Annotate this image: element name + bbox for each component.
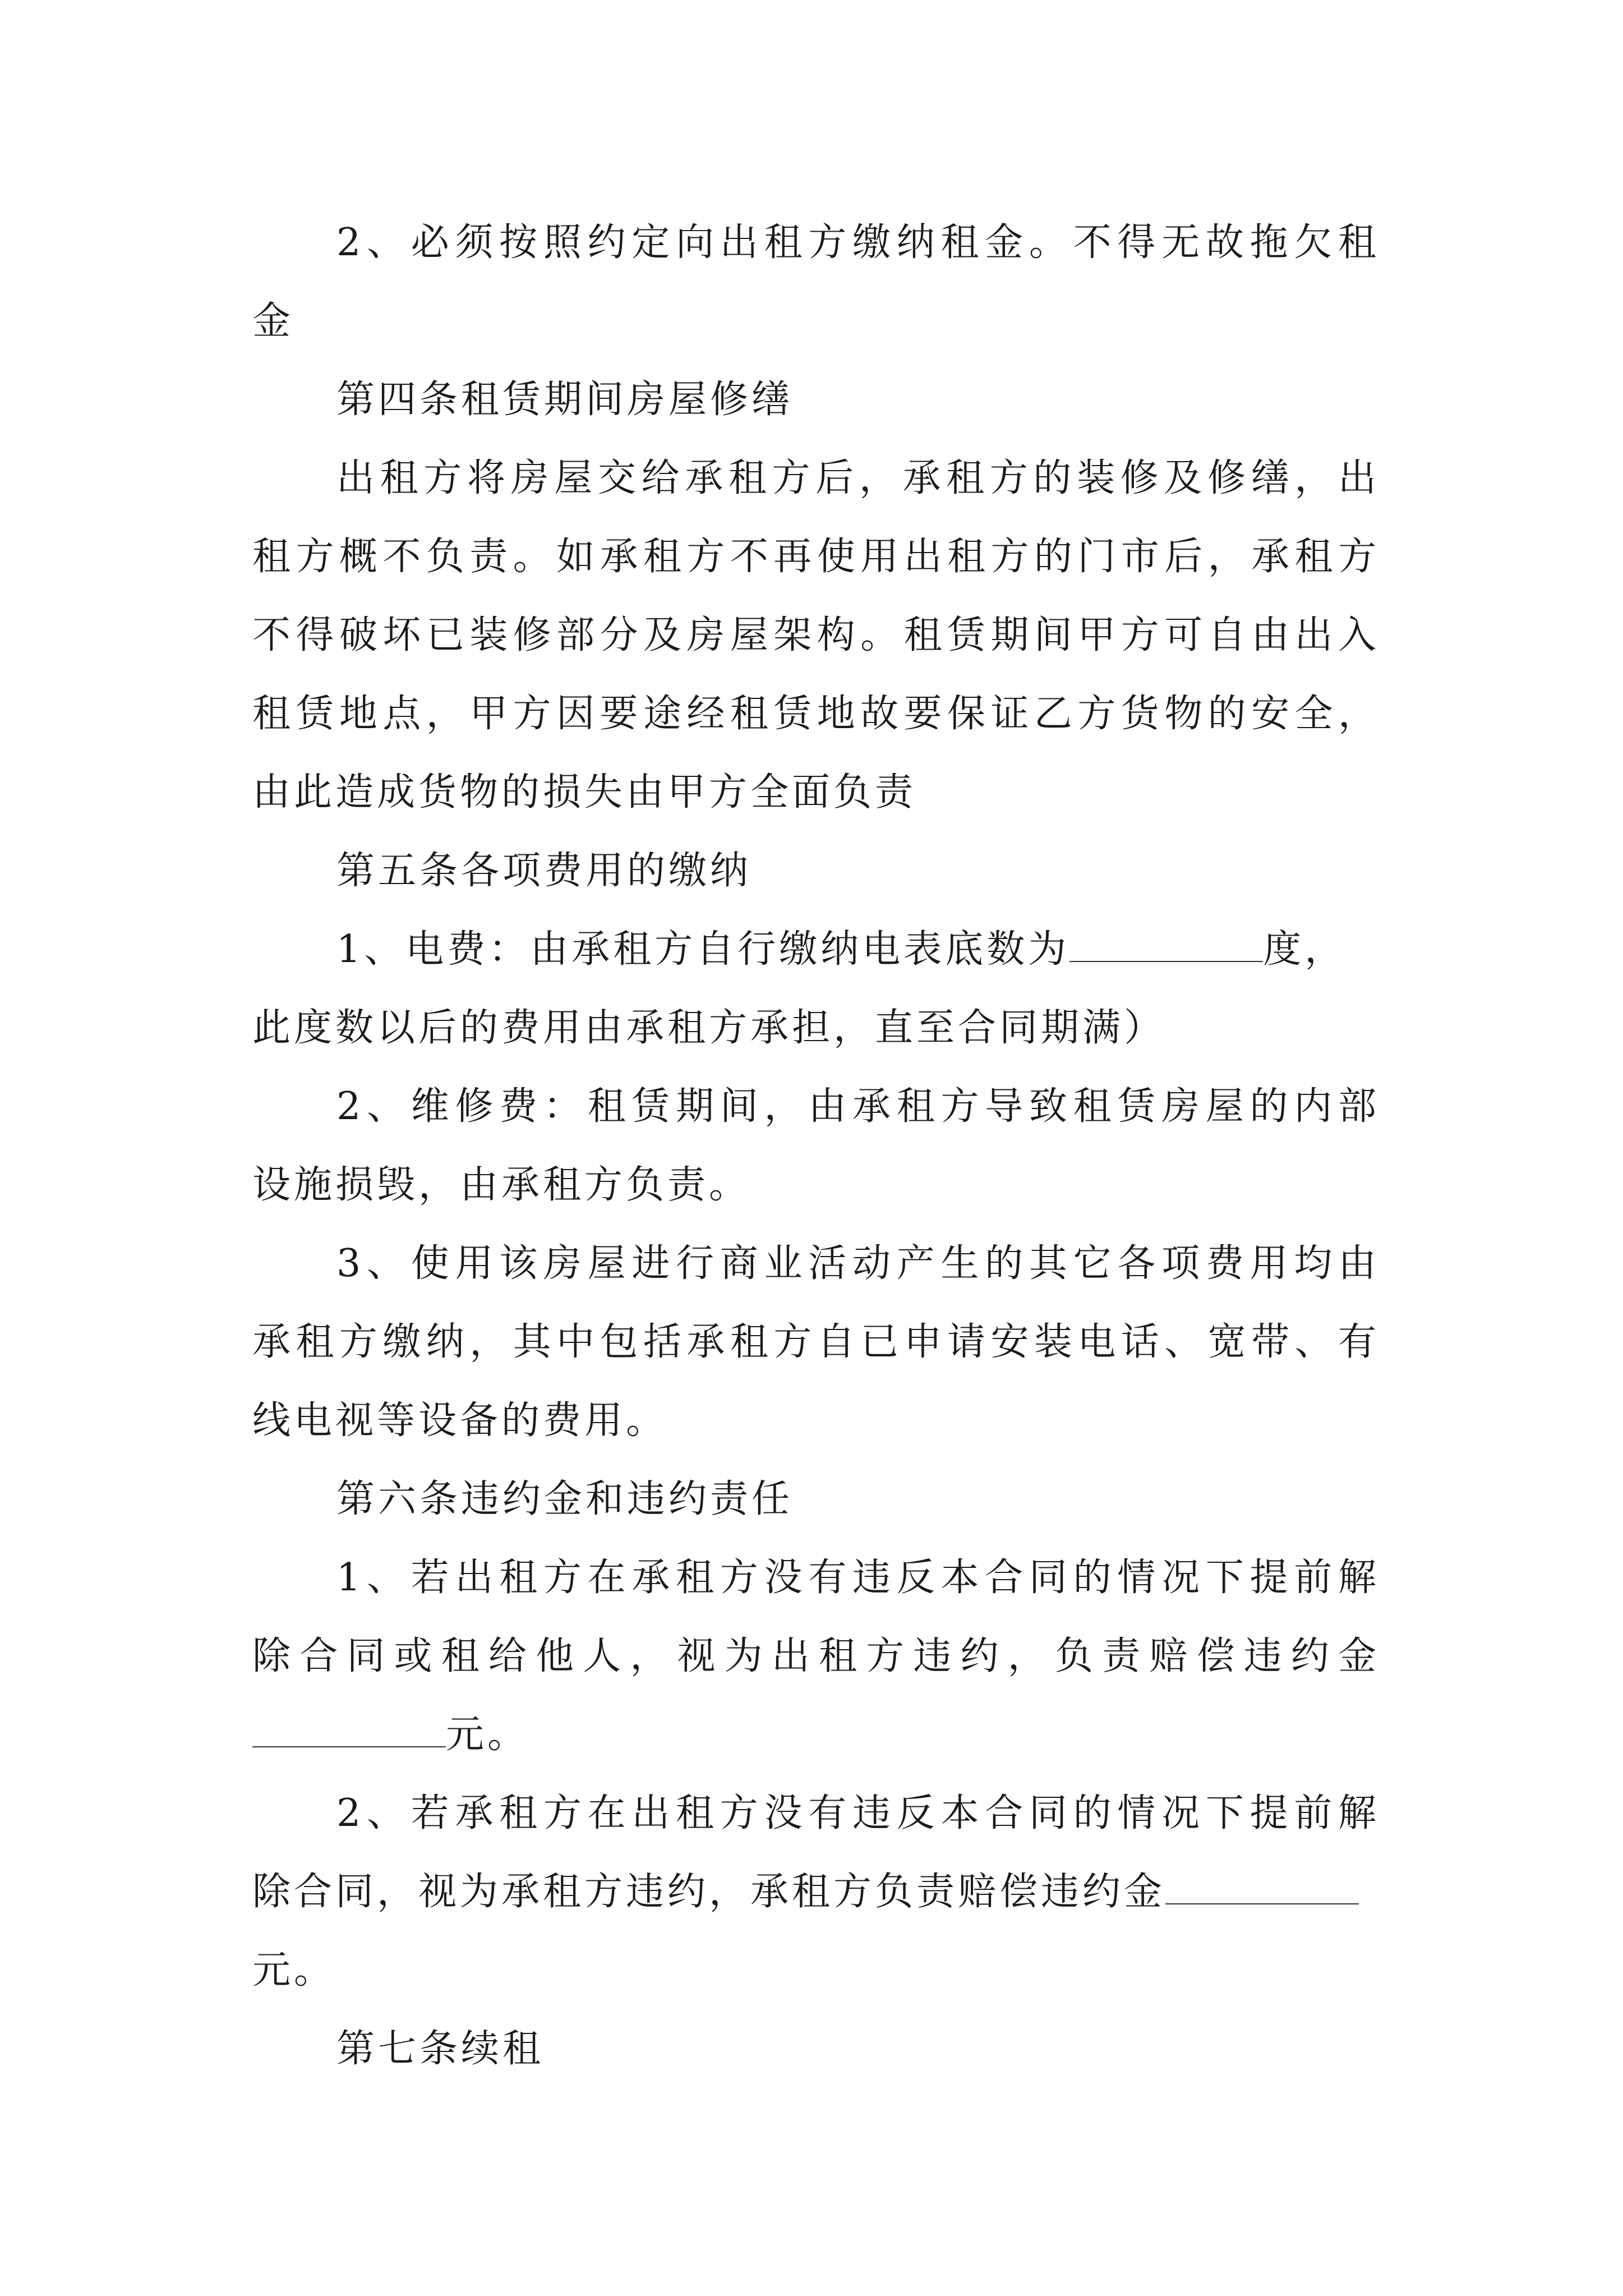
clause-5-item-3-line-2: 承租方缴纳，其中包括承租方自已申请安装电话、宽带、有 xyxy=(252,1320,1380,1364)
clause-6-item-1-unit: 元。 xyxy=(446,1713,529,1757)
clause-6-heading: 第六条违约金和违约责任 xyxy=(336,1477,794,1521)
clause-4-body-line-5: 由此造成货物的损失由甲方全面负责 xyxy=(252,770,917,815)
clause-7-heading: 第七条续租 xyxy=(336,2027,545,2071)
clause-5-item-1-text: 1、电费：由承租方自行缴纳电表底数为 xyxy=(336,927,1070,972)
clause-5-item-2-line-2: 设施损毁，由承租方负责。 xyxy=(252,1163,751,1207)
clause-4-body-line-1: 出租方将房屋交给承租方后，承租方的装修及修缮，出 xyxy=(336,456,1380,500)
clause-6-item-2-line-2 xyxy=(252,1864,1380,1920)
clause-6-item-2-line-1: 2、若承租方在出租方没有违反本合同的情况下提前解 xyxy=(336,1791,1380,1835)
clause-6-item-2-line-3: 元。 xyxy=(252,1948,336,1993)
clause-6-item-1-line-3 xyxy=(252,1707,1380,1763)
clause-5-item-1-unit: 度， xyxy=(1263,927,1347,972)
clause-6-item-2-text: 除合同，视为承租方违约，承租方负责赔偿违约金 xyxy=(252,1870,1166,1914)
clause-5-item-2-line-1: 2、维修费：租赁期间，由承租方导致租赁房屋的内部 xyxy=(336,1084,1380,1129)
clause-5-item-3-line-3: 线电视等设备的费用。 xyxy=(252,1398,668,1443)
clause-6-item-1-line-2: 除合同或租给他人，视为出租方违约，负责赔偿违约金 xyxy=(252,1634,1380,1678)
clause-6-item-1-line-1: 1、若出租方在承租方没有违反本合同的情况下提前解 xyxy=(336,1556,1380,1600)
clause-4-body-line-3: 不得破坏已装修部分及房屋架构。租赁期间甲方可自由出入 xyxy=(252,613,1380,657)
clause-5-item-3-line-1: 3、使用该房屋进行商业活动产生的其它各项费用均由 xyxy=(336,1241,1380,1286)
clause-4-heading: 第四条租赁期间房屋修缮 xyxy=(336,378,794,422)
meter-reading-blank xyxy=(1069,927,1263,962)
clause-5-item-1-line-2: 此度数以后的费用由承租方承担，直至合同期满） xyxy=(252,1006,1166,1050)
penalty-amount-blank-1 xyxy=(252,1713,446,1747)
clause-5-item-1-line-1 xyxy=(336,922,1380,978)
clause-4-body-line-2: 租方概不负责。如承租方不再使用出租方的门市后，承租方 xyxy=(252,535,1380,579)
clause-5-heading: 第五条各项费用的缴纳 xyxy=(336,849,752,893)
clause-4-body-line-4: 租赁地点，甲方因要途经租赁地故要保证乙方货物的安全， xyxy=(252,692,1380,736)
clause-3-item-2-line-2: 金 xyxy=(252,299,294,343)
penalty-amount-blank-2 xyxy=(1165,1870,1359,1904)
clause-3-item-2-line-1: 2、必须按照约定向出租方缴纳租金。不得无故拖欠租 xyxy=(336,220,1380,265)
